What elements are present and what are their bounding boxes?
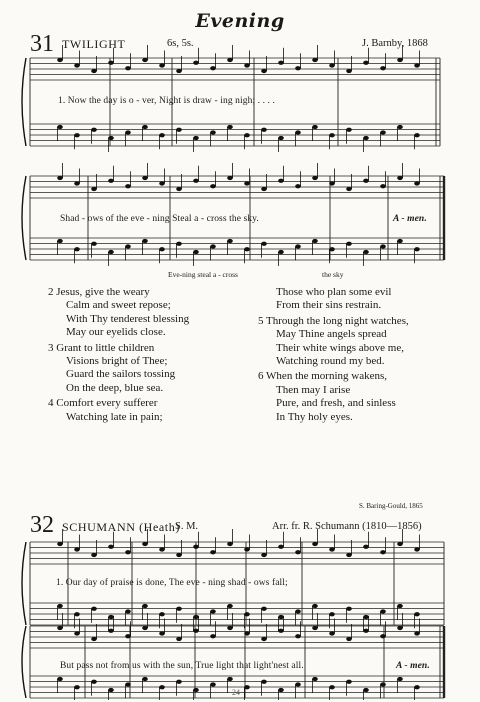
lyrics-32-line2: But pass not from us with the sun, True light that light'nest all. (60, 661, 304, 671)
verse-6: 6 When the morning wakens, Then may I arise Pure, and fresh, and sinless In Thy holy eyes. (258, 370, 396, 423)
lyrics-32-line1: 1. Our day of praise is done, The eve - ning shad - ows fall; (56, 578, 288, 588)
hymn-number-31: 31 (30, 31, 54, 57)
text-author-31: S. Baring-Gould, 1865 (359, 502, 423, 510)
verse-4-cont: Those who plan some evil From their sins restrain. (276, 286, 392, 312)
page-number: 24 (232, 688, 240, 697)
tune-name-32: SCHUMANN (Heath) (62, 520, 180, 534)
amen-31: A - men. (393, 214, 427, 224)
hymn-number-32: 32 (30, 512, 54, 538)
composer-32: Arr. fr. R. Schumann (1810—1856) (272, 521, 422, 532)
tune-name-31: TWILIGHT (62, 37, 126, 51)
verse-5: 5 Through the long night watches, May Thine angels spread Their white wings above me, Watching round my bed. (258, 314, 409, 368)
verse-4: 4 Comfort every sufferer Watching late in pain; (48, 397, 163, 423)
alt-lyrics-31a: Eve-ning steal a - cross (168, 270, 238, 279)
section-title: Evening (195, 10, 285, 32)
verses-right-column (258, 286, 409, 424)
meter-31: 6s, 5s. (167, 38, 194, 49)
verses-left-column (48, 286, 189, 424)
alt-lyrics-31b: the sky (322, 270, 344, 279)
verse-2: 2 Jesus, give the weary Calm and sweet repose; With Thy tenderest blessing May our eyelids close. (48, 286, 190, 339)
lyrics-31-line1: 1. Now the day is o - ver, Night is draw - ing nigh; . . . . (58, 96, 275, 106)
meter-32: S. M. (175, 521, 199, 532)
verse-3: 3 Grant to little children Visions bright of Thee; Guard the sailors tossing On the deep, blue sea. (48, 341, 176, 394)
composer-31: J. Barnby, 1868 (362, 38, 428, 49)
lyrics-31-line2: Shad - ows of the eve - ning Steal a - cross the sky. (60, 214, 259, 224)
amen-32: A - men. (396, 661, 430, 671)
